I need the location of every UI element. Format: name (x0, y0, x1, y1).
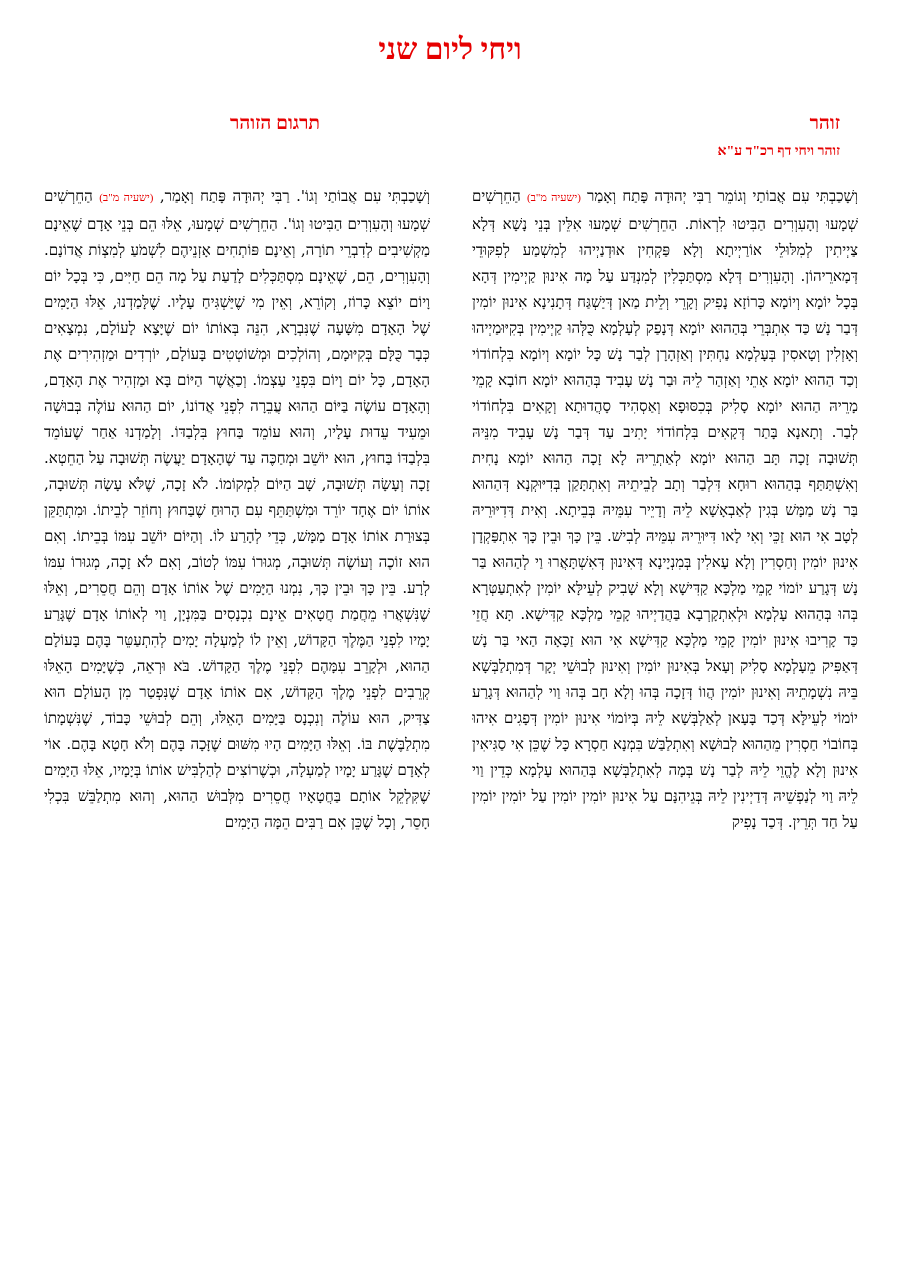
translation-text (44, 183, 430, 835)
zohar-translation-column (44, 183, 430, 1263)
zohar-body-text: הַחֵרְשִׁים שְׁמָעוּ וְהָעִוְרִים הַבִּיטוּ לִרְאוֹת. הַחֵרְשִׁים שְׁמָעוּ אִלֵּין בְּנֵי נָשָׁא דְּלָא צַיְיתִין לְמִלּוּלֵי אוֹרַיְיתָא וְלָא פַּקְחִין אוּדְנַיְיהוּ לְמִשְׁמַע לְפִקּוּדֵי דְּמָארֵיהוֹן. וְהָעִוְרִים דְּלָא מִסְתַּכְּלִין לְמִנְדַּע עַל מָה אִינוּן קַיְימִין דְּהָא בְּכָל יוֹמָא וְיוֹמָא כָּרוֹזָא נָפִיק וְקָרֵי וְלֵית מַאן דְּיַשְׁגַּח דְּתָנִינָא אִינוּן יוֹמִין דְּבַר נָשׁ כַּד אִתְבְּרֵי בְּהַהוּא יוֹמָא דְּנָפַק לְעָלְמָא כֻּלְּהוּ קַיְימִין בְּקִיּוּמַיְיהוּ וְאָזְלִין וְטָאסִין בְּעָלְמָא נַחְתִּין וְאַזְהָרָן לְבַר נָשׁ כָּל יוֹמָא וְיוֹמָא בִּלְחוֹדוֹי וְכַד הַהוּא יוֹמָא אָתֵי וְאַזְהַר לֵיהּ וּבַר נָשׁ עָבִיד בְּהַהוּא יוֹמָא חוֹבָא קָמֵי מָרֵיהּ הַהוּא יוֹמָא סָלִיק בְּכִסּוּפָא וְאַסְהִיד סָהֲדוּתָא וְקָאִים בִּלְחוֹדוֹי לְבַר. וְתָאנָא בָּתַר דְּקָאִים בִּלְחוֹדוֹי יָתִיב עַד דְּבַר נָשׁ עָבִיד מִנֵּיהּ תְּשׁוּבָה זָכָה תָּב הַהוּא יוֹמָא לְאַתְרֵיהּ לָא זָכָה הַהוּא יוֹמָא נָחִית וְאִשְׁתַּתַּף בְּהַהוּא רוּחָא דִּלְבַר וְתָב לְבֵיתֵיהּ וְאִתְתָּקַן בְּדִיּוּקְנָא דְּהַהוּא בַּר נָשׁ מַמָּשׁ בְּגִין לְאַבְאָשָׁא לֵיהּ וְדָיֵיר עִמֵּיהּ בְּבֵיתָא. וְאִית דְּדִיּוּרֵיהּ לְטָב אִי הוּא זַכֵּי וְאִי לָאו דִּיּוּרֵיהּ עִמֵּיהּ לְבִישׁ. בֵּין כָּךְ וּבֵין כָּךְ אִתְפַּקְדָן אִינוּן יוֹמִין וְחַסְרִין וְלָא עָאלִין בְּמִנְיָינָא דְּאִינוּן דְּאִשְׁתָּאֲרוּ וַי לְהַהוּא בַּר נָשׁ דְּגָרַע יוֹמוֹי קָמֵי מַלְכָּא קַדִּישָׁא וְלָא שָׁבִיק לְעֵילָּא יוֹמִין לְאִתְעַטְּרָא בְּהוּ בְּהַהוּא עָלְמָא וּלְאִתְקָרְבָא בַּהֲדַיְיהוּ קָמֵי מַלְכָּא קַדִּישָׁא. תָּא חֲזֵי כַּד קָרִיבוּ אִינוּן יוֹמִין קָמֵי מַלְכָּא קַדִּישָׁא אִי הוּא זַכָּאָה הַאי בַּר נָשׁ דְּאַפִּיק מֵעָלְמָא סָלִיק וְעָאל בְּאִינוּן יוֹמִין וְאִינוּן לְבוּשֵׁי יְקָר דְּמִתְלַבְּשָׁא בֵּיהּ נִשְׁמָתֵיהּ וְאִינוּן יוֹמִין הֲווֹ דְּזָכָה בְּהוּ וְלָא חָב בְּהוּ וַוי לְהַהוּא דְּגָרַע יוֹמוֹי לְעֵילָּא דְּכַד בָּעָאן לְאַלְבְּשָׁא לֵיהּ בְּיוֹמוֹי אִינוּן יוֹמִין דְּפָגִים אִיהוּ בְּחוֹבוֹי חַסְרִין מֵהַהוּא לְבוּשָׁא וְאִתְלַבַּשׁ בִּמְנָא חַסְרָא כָּל שֶׁכֵּן אִי סַגִּיאִין אִינוּן וְלָא לֶהֱוֵי לֵיהּ לְבַר נָשׁ בְּמָה לְאִתְלַבְּשָׁא בְּהַהוּא עָלְמָא כְּדֵין וַוי לֵיהּ וַוי לְנַפְשֵׁיהּ דְּדַיְינִין לֵיהּ בְּגֵיהִנָּם עַל אִינוּן יוֹמִין יוֹמִין עַל יוֹמִין יוֹמִין עַל חַד תְּרֵין. דְּכַד נָפִיק (472, 187, 858, 831)
zohar-aramaic-column (472, 183, 858, 1263)
zohar-text (472, 183, 858, 835)
translation-verse-reference: (ישעיה מ"ב) (99, 192, 154, 204)
zohar-column-heading: זוהר (809, 113, 840, 134)
translation-body-text: הַחֵרְשִׁים שְׁמָעוּ וְהָעִוְרִים הַבִּיטוּ וְגוֹ'. הַחֵרְשִׁים שְׁמָעוּ, אֵלּוּ הֵם בְּנֵי אָדָם שֶׁאֵינָם מַקְשִׁיבִים לְדִבְרֵי תוֹרָה, וְאֵינָם פּוֹתְחִים אָזְנֵיהֶם לִשְׁמֹעַ לְמִצְוֹת אֲדוֹנָם. וְהָעִוְרִים, הֵם, שֶׁאֵינָם מִסְתַּכְּלִים לָדַעַת עַל מָה הֵם חַיִּים, כִּי בְּכָל יוֹם וָיוֹם יוֹצֵא כָּרוֹז, וְקוֹרֵא, וְאֵין מִי שֶׁיַּשְׁגִּיחַ עָלָיו. שֶׁלָּמַדְנוּ, אֵלּוּ הַיָּמִים שֶׁל הָאָדָם מִשָּׁעָה שֶׁנִּבְרָא, הִנֵּה בְּאוֹתוֹ יוֹם שֶׁיָּצָא לָעוֹלָם, נִמְצָאִים כְּבָר כֻּלָּם בְּקִיּוּמָם, וְהוֹלְכִים וּמְשׁוֹטְטִים בָּעוֹלָם, יוֹרְדִים וּמַזְהִירִים אֶת הָאָדָם, כָּל יוֹם וָיוֹם בִּפְנֵי עַצְמוֹ. וְכַאֲשֶׁר הַיּוֹם בָּא וּמַזְהִיר אֶת הָאָדָם, וְהָאָדָם עוֹשֶׂה בַּיּוֹם הַהוּא עֲבֵרָה לִפְנֵי אֲדוֹנוֹ, יוֹם הַהוּא עוֹלֶה בְּבוּשָׁה וּמֵעִיד עֵדוּת עָלָיו, וְהוּא עוֹמֵד בַּחוּץ בִּלְבַדּוֹ. וְלָמַדְנוּ אַחַר שֶׁעוֹמֵד בִּלְבַדּוֹ בַּחוּץ, הוּא יוֹשֵׁב וּמְחַכֶּה עַד שֶׁהָאָדָם יַעֲשֶׂה תְּשׁוּבָה עַל הַחֵטְא. זָכָה וְעָשָׂה תְּשׁוּבָה, שָׁב הַיּוֹם לִמְקוֹמוֹ. לֹא זָכָה, שֶׁלֹּא עָשָׂה תְּשׁוּבָה, אוֹתוֹ יוֹם אֶחָד יוֹרֵד וּמִשְׁתַּתֵּף עִם הָרוּחַ שֶׁבַּחוּץ וְחוֹזֵר לְבֵיתוֹ. וּמִתְתַּקֵּן בְּצוּרַת אוֹתוֹ אָדָם מַמָּשׁ, כְּדֵי לְהָרַע לוֹ. וְהַיּוֹם יוֹשֵׁב עִמּוֹ בְּבֵיתוֹ. וְאִם הוּא זוֹכֶה וְעוֹשֶׂה תְּשׁוּבָה, מְגוּרוֹ עִמּוֹ לְטוֹב, וְאִם לֹא זָכָה, מְגוּרוֹ עִמּוֹ לְרָע. בֵּין כָּךְ וּבֵין כָּךְ, נִמְנוּ הַיָּמִים שֶׁל אוֹתוֹ אָדָם וְהֵם חֲסֵרִים, וְאֵלּוּ שֶׁנִּשְׁאֲרוּ מֵחֲמַת חֲטָאִים אֵינָם נִכְנָסִים בַּמִּנְיָן, וַוי לְאוֹתוֹ אָדָם שֶׁגָּרַע יָמָיו לִפְנֵי הַמֶּלֶךְ הַקָּדוֹשׁ, וְאֵין לוֹ לְמַעְלָה יָמִים לְהִתְעַטֵּר בָּהֶם בָּעוֹלָם הַהוּא, וּלְקָרֵב עִמָּהֶם לִפְנֵי מֶלֶךְ הַקָּדוֹשׁ. בֹּא וּרְאֵה, כְּשֶׁיָּמִים הָאֵלּוּ קְרֵבִים לִפְנֵי מֶלֶךְ הַקָּדוֹשׁ, אִם אוֹתוֹ אָדָם שֶׁנִּפְטַר מִן הָעוֹלָם הוּא צַדִּיק, הוּא עוֹלֶה וְנִכְנָס בַּיָּמִים הָאֵלּוּ, וְהֵם לְבוּשֵׁי כָּבוֹד, שֶׁנִּשְׁמָתוֹ מִתְלַבֶּשֶׁת בּוֹ. וְאֵלּוּ הַיָּמִים הָיוּ מִשּׁוּם שֶׁזָּכָה בָּהֶם וְלֹא חָטָא בָּהֶם. אוֹי לְאָדָם שֶׁגָּרַע יָמָיו לְמַעְלָה, וּכְשֶׁרוֹצִים לְהַלְבִּישׁ אוֹתוֹ בְּיָמָיו, אֵלּוּ הַיָּמִים שֶׁקִּלְקֵל אוֹתָם בַּחֲטָאָיו חֲסֵרִים מִלְּבוּשׁ הַהוּא, וְהוּא מִתְלַבֵּשׁ בִּכְלִי חָסֵר, וְכָל שֶׁכֵּן אִם רַבִּים הֵמָּה הַיָּמִים (44, 187, 430, 831)
zohar-opening-line: וְשָׁכַבְתִּי עִם אֲבוֹתַי וְגוֹמֵר רַבִּי יְהוּדָה פָּתַח וְאָמַר (587, 187, 858, 205)
translation-column-heading: תרגום הזוהר (229, 113, 320, 134)
zohar-source-reference: זוהר ויחי דף רכ"ד ע"א (717, 144, 840, 159)
translation-opening-line: וְשָׁכַבְתִּי עִם אֲבוֹתַי וְגוֹ'. רַבִּי יְהוּדָה פָּתַח וְאָמַר, (159, 187, 430, 205)
page-title: ויחי ליום שני (378, 33, 522, 66)
zohar-verse-reference: (ישעיה מ"ב) (526, 192, 581, 204)
